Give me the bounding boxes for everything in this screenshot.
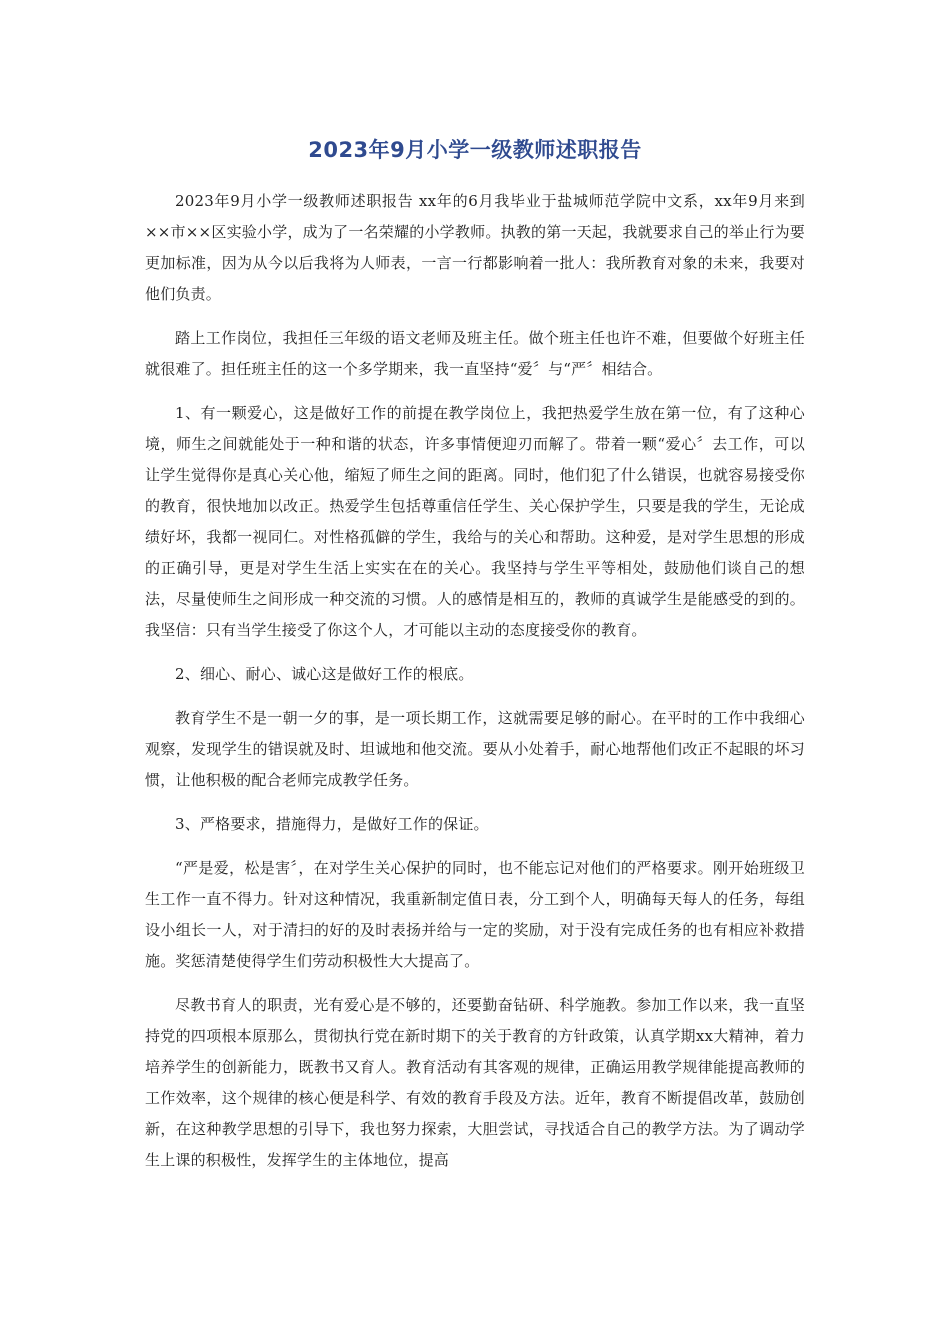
paragraph-teaching: 尽教书育人的职责，光有爱心是不够的，还要勤奋钻研、科学施教。参加工作以来，我一直坚持党的四项根本原那么，贯彻执行党在新时期下的关于教育的方针政策，认真学期xx大精神，着力培养学生的创新能力，既教书又育人。教育活动有其客观的规律，正确运用教学规律能提高教师的工作效率，这个规律的核心便是科学、有效的教育手段及方法。近年，教育不断提倡改革，鼓励创新，在这种教学思想的引导下，我也努力探索，大胆尝试，寻找适合自己的教学方法。为了调动学生上课的积极性，发挥学生的主体地位，提高	[145, 996, 805, 1169]
paragraph-point-1: 1、有一颗爱心，这是做好工作的前提在教学岗位上，我把热爱学生放在第一位，有了这种心境，师生之间就能处于一种和谐的状态，许多事情便迎刃而解了。带着一颗“爱心〞去工作，可以让学生觉得你是真心关心他，缩短了师生之间的距离。同时，他们犯了什么错误，也就容易接受你的教育，很快地加以改正。热爱学生包括尊重信任学生、关心保护学生，只要是我的学生，无论成绩好坏，我都一视同仁。对性格孤僻的学生，我给与的关心和帮助。这种爱，是对学生思想的形成的正确引导，更是对学生生活上实实在在的关心。我坚持与学生平等相处，鼓励他们谈自己的想法，尽量使师生之间形成一种交流的习惯。人的感情是相互的，教师的真诚学生是能感受的到的。我坚信：只有当学生接受了你这个人，才可能以主动的态度接受你的教育。	[145, 404, 805, 639]
document-title: 2023年9月小学一级教师述职报告	[308, 138, 642, 162]
paragraph-point-2-body: 教育学生不是一朝一夕的事，是一项长期工作，这就需要足够的耐心。在平时的工作中我细心观察，发现学生的错误就及时、坦诚地和他交流。要从小处着手，耐心地帮他们改正不起眼的坏习惯，让他积极的配合老师完成教学任务。	[145, 709, 805, 789]
document-page	[145, 128, 805, 1189]
paragraph-role: 踏上工作岗位，我担任三年级的语文老师及班主任。做个班主任也许不难，但要做个好班主任就很难了。担任班主任的这一个多学期来，我一直坚持“爱〞与“严〞相结合。	[145, 329, 805, 378]
paragraph-point-2-heading: 2、细心、耐心、诚心这是做好工作的根底。	[175, 665, 474, 683]
paragraph-intro: 2023年9月小学一级教师述职报告 xx年的6月我毕业于盐城师范学院中文系，xx年9月来到××市××区实验小学，成为了一名荣耀的小学教师。执教的第一天起，我就要求自己的举止行为要更加标准，因为从今以后我将为人师表，一言一行都影响着一批人：我所教育对象的未来，我要对他们负责。	[145, 192, 805, 303]
paragraph-point-3-body: “严是爱，松是害〞，在对学生关心保护的同时，也不能忘记对他们的严格要求。刚开始班级卫生工作一直不得力。针对这种情况，我重新制定值日表，分工到个人，明确每天每人的任务，每组设小组长一人，对于清扫的好的及时表扬并给与一定的奖励，对于没有完成任务的也有相应补救措施。奖惩清楚使得学生们劳动积极性大大提高了。	[145, 859, 805, 970]
paragraph-point-3-heading: 3、严格要求，措施得力，是做好工作的保证。	[175, 815, 489, 833]
